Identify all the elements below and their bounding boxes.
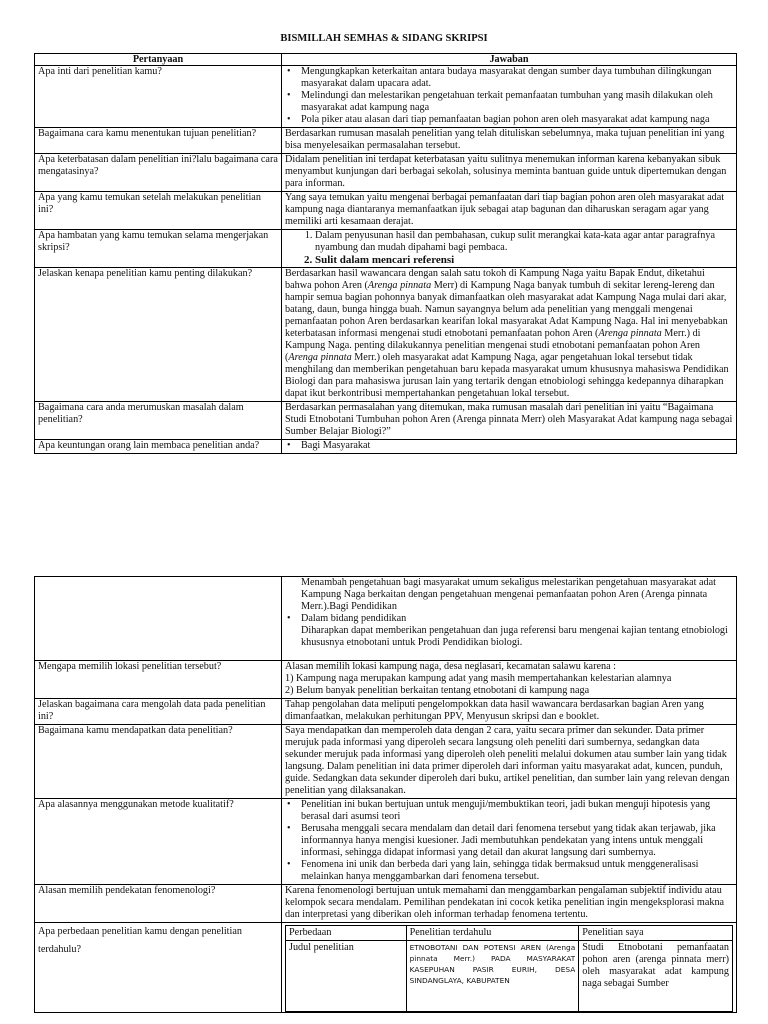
question-cell-empty (35, 577, 282, 661)
answer-bullet: • Melindungi dan melestarikan pengetahuan terkait pemanfaatan tumbuhan yang masih dilakukan oleh masyarakat adat kampung naga (301, 90, 733, 114)
answer-cell: Yang saya temukan yaitu mengenai berbagai pemanfaatan dari tiap bagian pohon aren oleh masyarakat adat kampung naga diantaranya memanfaatkan ijuk sebagai atap bagunan dan diharuskan seragam agar yang memiliki arti kesamaan derajat. (282, 192, 737, 230)
answer-cell (282, 440, 737, 454)
answer-bullet: • Dalam bidang pendidikan (301, 613, 733, 625)
comparison-header: Penelitian terdahulu (406, 926, 579, 941)
table-row (35, 577, 737, 661)
answer-text: Merr.) di Kampung Naga. penting dilakukannya penelitian mengenai studi etnobotani pemanfaatan pohon Aren ( (285, 328, 701, 363)
table-row (35, 799, 737, 885)
question-cell: Apa inti dari penelitian kamu? (35, 66, 282, 128)
comparison-row-label (286, 941, 407, 1012)
question-cell: Bagaimana cara anda merumuskan masalah dalam penelitian? (35, 402, 282, 440)
previous-study-title (406, 941, 579, 1012)
answer-cell (282, 230, 737, 268)
scientific-name: Arenga pinnata (367, 280, 432, 291)
table-row (35, 402, 737, 440)
comparison-header: Penelitian saya (579, 926, 733, 941)
table-row (35, 440, 737, 454)
table-row (35, 268, 737, 402)
answer-text: Diharapkan dapat memberikan pengetahuan dan juga referensi baru mengenai kajian tentang etnobiologi khususnya etnobotani untuk Prodi Pendidikan biologi. (301, 625, 728, 648)
answer-bullet: • Penelitian ini bukan bertujuan untuk menguji/membuktikan teori, jadi bukan menguji hipotesis yang berasal dari asumsi teori (301, 799, 733, 823)
answer-cell: Tahap pengolahan data meliputi pengelompokkan data hasil wawancara berdasarkan bagian Aren yang dimanfaatkan, melakukan perhitungan PPV, Menyusun skripsi dan e booklet. (282, 699, 737, 725)
answer-cell (282, 661, 737, 699)
table-row (35, 154, 737, 192)
table-row (35, 923, 737, 1013)
table-row (35, 230, 737, 268)
answer-cell (282, 923, 737, 1013)
question-cell: Apa keuntungan orang lain membaca penelitian anda? (35, 440, 282, 454)
answer-cell (282, 66, 737, 128)
answer-cell (282, 577, 737, 661)
question-cell: Apa yang kamu temukan setelah melakukan penelitian ini? (35, 192, 282, 230)
question-cell: Mengapa memilih lokasi penelitian tersebut? (35, 661, 282, 699)
my-study-title-text: Studi Etnobotani pemanfaatan pohon aren (arenga pinnata merr) oleh masyarakat adat kampung naga sebagai Sumber (582, 942, 729, 989)
table-row (35, 128, 737, 154)
answer-cell (282, 268, 737, 402)
table-row (35, 699, 737, 725)
answer-text: Merr.) oleh masyarakat adat Kampung Naga, agar pengetahuan lokal tersebut tidak menghilang dan memberikan pengetahuan baru kepada masyarakat umum khususnya mahasiswa Pendidikan Biologi dan para mahasiswa jurusan lain yang tertarik dengan etnobiologi sehingga kedepannya diharapkan dapat ikut berkontribusi mempertahankan pengetahuan lokal tersebut. (285, 352, 729, 399)
numbered-item: 2. Sulit dalam mencari referensi (315, 254, 733, 266)
question-cell: Alasan memilih pendekatan fenomenologi? (35, 885, 282, 923)
table-row (35, 725, 737, 799)
scientific-name: Arenga pinnata (288, 352, 352, 363)
answer-bullet: • Mengungkapkan keterkaitan antara budaya masyarakat dengan sumber daya tumbuhan dilingkungan masyarakat dalam upacara adat. (301, 66, 733, 90)
answer-bullet: • Bagi Masyarakat (301, 440, 733, 452)
comparison-table (285, 925, 733, 1012)
list-item: 1) Kampung naga merupakan kampung adat yang masih mempertahankan kelestarian alamnya (285, 673, 672, 684)
question-cell: Apa keterbatasan dalam penelitian ini?lalu bagaimana cara mengatasinya? (35, 154, 282, 192)
table-row (35, 66, 737, 128)
document-title: BISMILLAH SEMHAS & SIDANG SKRIPSI (280, 33, 488, 44)
answer-cell (282, 799, 737, 885)
answer-bullet: • Fenomena ini unik dan berbeda dari yang lain, sehingga tidak bermaksud untuk menggeneralisasi melainkan hanya menggambarkan dari fenomena tersebut. (301, 859, 733, 883)
comparison-header-row (286, 926, 733, 941)
table-row (35, 885, 737, 923)
question-cell: Jelaskan kenapa penelitian kamu penting dilakukan? (35, 268, 282, 402)
scientific-name: Arenga pinnata (598, 328, 662, 339)
previous-study-title-text: ETNOBOTANI DAN POTENSI AREN (Arenga pinnata Merr.) PADA MASYARAKAT KASEPUHAN PASIR EURIH, DESA SINDANGLAYA, KABUPATEN (409, 943, 576, 985)
comparison-row-label-text: Judul penelitian (289, 942, 354, 953)
answer-text: Berdasarkan hasil wawancara dengan salah satu tokoh di Kampung Naga yaitu Bapak Endut, diketahui bahwa pohon Aren ( (285, 268, 705, 291)
my-study-title (579, 941, 733, 1012)
table-row (35, 661, 737, 699)
question-cell: Bagaimana cara kamu menentukan tujuan penelitian? (35, 128, 282, 154)
answer-text: Merr) di Kampung Naga banyak tumbuh di sekitar lereng-lereng dan hampir semua bagian pohonnya banyak dimanfaatkan oleh masyarakat adat Kampung Naga mulai dari akar, batang, daun, bunga hingga buah. Namun sayangnya belum ada penelitian yang menggali mengenai pemanfaatan pohon Aren berdasarkan kearifan lokal masyarakat Adat Kampung Naga. Hal ini menyebabkan keterbatasan informasi mengenai studi etnobotani pemanfaatan pohon Aren ( (285, 280, 728, 339)
answer-cell: Berdasarkan permasalahan yang ditemukan, maka rumusan masalah dari penelitian ini yaitu “Bagaimana Studi Etnobotani Tumbuhan pohon Aren (Arenga pinnata Merr) oleh Masyarakat Adat kampung naga sebagai Sumber Belajar Biologi?” (282, 402, 737, 440)
question-cell: Jelaskan bagaimana cara mengolah data pada penelitian ini? (35, 699, 282, 725)
comparison-header: Perbedaan (286, 926, 407, 941)
answer-text: Alasan memilih lokasi kampung naga, desa neglasari, kecamatan salawu karena : (285, 661, 616, 672)
question-cell: Apa hambatan yang kamu temukan selama mengerjakan skripsi? (35, 230, 282, 268)
answer-cell: Berdasarkan rumusan masalah penelitian yang telah dituliskan sebelumnya, maka tujuan penelitian ini yang bisa menyelesaikan permasalahan tersebut. (282, 128, 737, 154)
comparison-row (286, 941, 733, 1012)
question-cell: Bagaimana kamu mendapatkan data penelitian? (35, 725, 282, 799)
answer-cell: Didalam penelitian ini terdapat keterbatasan yaitu sulitnya menemukan informan karena kebanyakan sibuk menyambut kunjungan dari berbagai sekolah, solusinya meminta bantuan guide untuk dipertemukan dengan para informan. (282, 154, 737, 192)
answer-cell: Karena fenomenologi bertujuan untuk memahami dan menggambarkan pengalaman subjektif individu atau kelompok secara mendalam. Pemilihan pendekatan ini cocok ketika penelitian ingin mengeksplorasi makna dan interpretasi yang diberikan oleh informan terhadap fenomena tertentu. (282, 885, 737, 923)
question-cell: Apa perbedaan penelitian kamu dengan penelitian terdahulu? (35, 923, 282, 1013)
table-row (35, 192, 737, 230)
list-item: 2) Belum banyak penelitian berkaitan tentang etnobotani di kampung naga (285, 685, 590, 696)
qa-table-page-2 (34, 576, 737, 1013)
answer-bullet: • Pola piker atau alasan dari tiap pemanfaatan bagian pohon aren oleh masyarakat adat kampung naga (301, 114, 733, 126)
answer-bullet: • Berusaha menggali secara mendalam dan detail dari fenomena tersebut yang tidak akan terjawab, jika informannya hanya mengisi kuesioner. Jadi membutuhkan pendekatan yang intens untuk menggali informasi, sehingga didapat informasi yang detail dan akurat langsung dari sumbernya. (301, 823, 733, 859)
numbered-item: 1. Dalam penyusunan hasil dan pembahasan, cukup sulit merangkai kata-kata agar antar paragrafnya nyambung dan mudah dipahami bagi pembaca. (315, 230, 733, 254)
question-cell: Apa alasannya menggunakan metode kualitatif? (35, 799, 282, 885)
header-question: Pertanyaan (35, 54, 282, 66)
qa-table-page-1 (34, 53, 737, 454)
answer-cell: Saya mendapatkan dan memperoleh data dengan 2 cara, yaitu secara primer dan sekunder. Data primer merujuk pada informasi yang diperoleh secara langsung oleh peneliti dari sumbernya, sedangkan data sekunder merujuk pada informasi yang diperoleh oleh peneliti melalui dokumen atau sumber lain yang tidak langsung. Dalam penelitian ini data primer diperoleh dari informan yaitu masyarakat adat, kuncen, punduh, guide. Sedangkan data sekunder diperoleh dari buku, artikel penelitian, dan sumber lain yang relevan dengan penelitian yang dilaksanakan. (282, 725, 737, 799)
header-answer: Jawaban (282, 54, 737, 66)
table-header-row (35, 54, 737, 66)
answer-text: Menambah pengetahuan bagi masyarakat umum sekaligus melestarikan pengetahuan masyarakat adat Kampung Naga berkaitan dengan pengetahuan mengenai pemanfaatan pohon Aren (Arenga pinnata Merr.).Bagi Pendidikan (301, 577, 716, 612)
